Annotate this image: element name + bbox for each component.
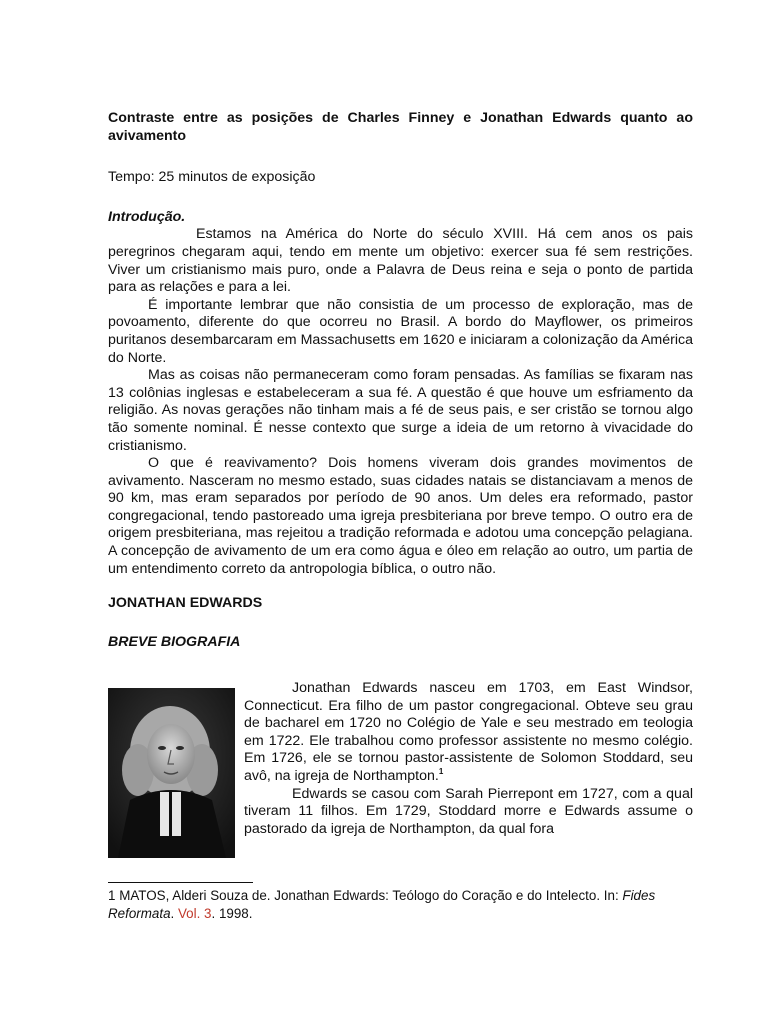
intro-paragraph-1: Estamos na América do Norte do século XVIII. Há cem anos os pais peregrinos chegaram aqui, tendo em mente um objetivo: exercer sua fé sem restrições. Viver um cristianismo mais puro, onde a Palavra de Deus reina e seja o ponto de partida para as relações e para a lei. [108,226,693,296]
intro-paragraph-2: É importante lembrar que não consistia de um processo de exploração, mas de povoamento, diferente do que ocorreu no Brasil. A bordo do Mayflower, os primeiros puritanos desembarcaram em Massachusetts em 1620 e iniciaram a colonização da América do Norte. [108,296,693,366]
bio-paragraph-1 [244,680,693,786]
intro-heading: Introdução. [108,208,186,225]
footnote-number: 1 [108,888,116,903]
section-heading-jonathan-edwards: JONATHAN EDWARDS [108,595,263,612]
intro-paragraph-3: Mas as coisas não permaneceram como foram pensadas. As famílias se fixaram nas 13 colônias inglesas e estabeleceram a sua fé. A questão é que houve um esfriamento da religião. As novas gerações não tinham mais a fé de seus pais, e ser cristão se tornou algo tão somente nominal. É nesse contexto que surge a ideia de um retorno à vivacidade do cristianismo. [108,367,693,454]
document-title: Contraste entre as posições de Charles Finney e Jonathan Edwards quanto ao avivamento [108,110,693,144]
footnote-text: MATOS, Alderi Souza de. Jonathan Edwards: Teólogo do Coração e do Intelecto. In: [119,888,619,903]
footnote-1: 1 MATOS, Alderi Souza de. Jonathan Edwards: Teólogo do Coração e do Intelecto. In: Fides Reformata. Vol. 3. 1998. [108,888,656,921]
main-content [108,110,693,651]
bio-paragraph-1-text: Jonathan Edwards nasceu em 1703, em East Windsor, Connecticut. Era filho de um pastor congregacional. Obteve seu grau de bacharel em 1720 no Colégio de Yale e seu mestrado em teologia em 1722. Ele trabalhou como professor assistente no mesmo colégio. Em 1726, ele se tornou pastor-assistente de Solomon Stoddard, seu avô, na igreja de Northampton. [244,680,693,784]
bio-paragraph-2: Edwards se casou com Sarah Pierrepont em 1727, com a qual tiveram 11 filhos. Em 1729, Stoddard morre e Edwards assume o pastorado da igreja de Northampton, da qual fora [244,785,693,837]
footnote-separator [108,882,253,883]
footnote-journal: Fides Reformata [108,888,656,921]
biography-text [244,680,693,838]
footnote-ref-1[interactable]: 1 [438,766,444,776]
footnote-year: 1998. [218,905,253,921]
footnote-volume-link[interactable]: Vol. 3 [177,905,212,921]
portrait-image [108,688,235,858]
tempo-line: Tempo: 25 minutos de exposição [108,169,316,186]
intro-paragraph-4: O que é reavivamento? Dois homens viveram dois grandes movimentos de avivamento. Nasceram no mesmo estado, suas cidades natais se distanciavam a menos de 90 km, mas eram separados por período de 90 anos. Um deles era reformado, pastor congregacional, tendo pastoreado uma igreja presbiteriana por breve tempo. O outro era de origem presbiteriana, mas rejeitou a tradição reformada e adotou uma concepção pelagiana. A concepção de avivamento de um era como água e óleo em relação ao outro, um partia de um entendimento correto da antropologia bíblica, o outro não. [108,455,693,577]
subsection-heading-breve-biografia: BREVE BIOGRAFIA [108,633,241,650]
portrait-engraving-icon [108,688,235,858]
